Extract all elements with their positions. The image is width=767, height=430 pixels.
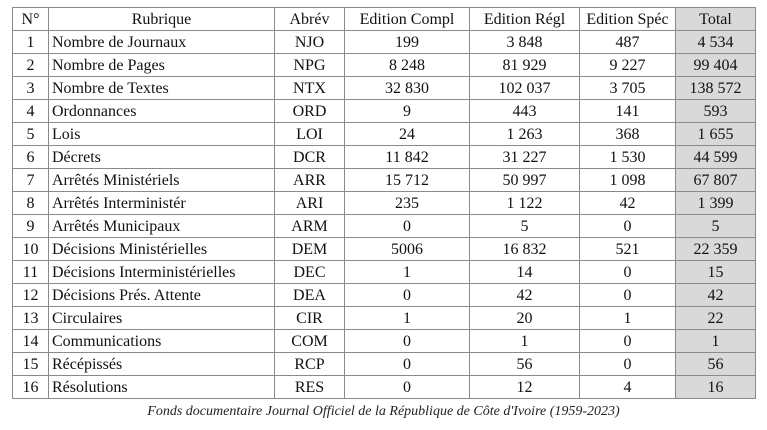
cell-edition-regl: 443	[470, 100, 580, 123]
cell-edition-regl: 102 037	[470, 77, 580, 100]
header-number: N°	[13, 8, 49, 31]
table-row	[13, 330, 756, 353]
cell-abrev: CIR	[275, 307, 345, 330]
cell-edition-compl: 0	[345, 376, 470, 399]
cell-number: 2	[13, 54, 49, 77]
cell-total: 22 359	[676, 238, 756, 261]
cell-total: 5	[676, 215, 756, 238]
cell-rubrique: Nombre de Pages	[49, 54, 275, 77]
cell-number: 5	[13, 123, 49, 146]
cell-total: 22	[676, 307, 756, 330]
cell-total: 56	[676, 353, 756, 376]
cell-abrev: LOI	[275, 123, 345, 146]
cell-total: 67 807	[676, 169, 756, 192]
cell-edition-compl: 15 712	[345, 169, 470, 192]
cell-number: 3	[13, 77, 49, 100]
cell-edition-spec: 0	[580, 215, 676, 238]
cell-edition-compl: 9	[345, 100, 470, 123]
cell-edition-compl: 0	[345, 330, 470, 353]
cell-edition-regl: 1 122	[470, 192, 580, 215]
cell-abrev: RES	[275, 376, 345, 399]
header-edition-spec: Edition Spéc	[580, 8, 676, 31]
header-rubrique: Rubrique	[49, 8, 275, 31]
cell-abrev: RCP	[275, 353, 345, 376]
cell-total: 42	[676, 284, 756, 307]
cell-abrev: ARI	[275, 192, 345, 215]
header-abrev: Abrév	[275, 8, 345, 31]
cell-edition-spec: 1 530	[580, 146, 676, 169]
cell-number: 7	[13, 169, 49, 192]
cell-edition-spec: 42	[580, 192, 676, 215]
cell-edition-regl: 1 263	[470, 123, 580, 146]
cell-abrev: ARM	[275, 215, 345, 238]
cell-total: 593	[676, 100, 756, 123]
cell-edition-spec: 521	[580, 238, 676, 261]
cell-rubrique: Décrets	[49, 146, 275, 169]
cell-total: 1 399	[676, 192, 756, 215]
cell-edition-regl: 81 929	[470, 54, 580, 77]
cell-rubrique: Circulaires	[49, 307, 275, 330]
cell-abrev: NJO	[275, 31, 345, 54]
cell-number: 12	[13, 284, 49, 307]
cell-abrev: ARR	[275, 169, 345, 192]
cell-number: 6	[13, 146, 49, 169]
cell-number: 10	[13, 238, 49, 261]
cell-edition-compl: 0	[345, 215, 470, 238]
cell-edition-regl: 14	[470, 261, 580, 284]
cell-abrev: ORD	[275, 100, 345, 123]
cell-edition-compl: 0	[345, 353, 470, 376]
cell-abrev: DEA	[275, 284, 345, 307]
table-row	[13, 146, 756, 169]
table-header-row	[13, 8, 756, 31]
cell-number: 4	[13, 100, 49, 123]
table-row	[13, 77, 756, 100]
cell-number: 8	[13, 192, 49, 215]
cell-rubrique: Arrêtés Interministér	[49, 192, 275, 215]
cell-abrev: DEC	[275, 261, 345, 284]
table-row	[13, 353, 756, 376]
cell-rubrique: Communications	[49, 330, 275, 353]
cell-number: 13	[13, 307, 49, 330]
cell-rubrique: Arrêtés Municipaux	[49, 215, 275, 238]
cell-edition-compl: 1	[345, 307, 470, 330]
cell-rubrique: Lois	[49, 123, 275, 146]
cell-rubrique: Arrêtés Ministériels	[49, 169, 275, 192]
table-row	[13, 31, 756, 54]
cell-edition-spec: 3 705	[580, 77, 676, 100]
table-row	[13, 169, 756, 192]
cell-rubrique: Récépissés	[49, 353, 275, 376]
cell-edition-spec: 9 227	[580, 54, 676, 77]
table-row	[13, 284, 756, 307]
cell-number: 1	[13, 31, 49, 54]
cell-abrev: DEM	[275, 238, 345, 261]
table-row	[13, 100, 756, 123]
cell-rubrique: Ordonnances	[49, 100, 275, 123]
cell-edition-spec: 487	[580, 31, 676, 54]
table-row	[13, 261, 756, 284]
cell-abrev: NPG	[275, 54, 345, 77]
cell-edition-spec: 1	[580, 307, 676, 330]
cell-number: 15	[13, 353, 49, 376]
cell-edition-spec: 141	[580, 100, 676, 123]
cell-edition-compl: 24	[345, 123, 470, 146]
cell-abrev: COM	[275, 330, 345, 353]
cell-edition-spec: 0	[580, 284, 676, 307]
cell-total: 1 655	[676, 123, 756, 146]
cell-edition-compl: 11 842	[345, 146, 470, 169]
cell-edition-compl: 235	[345, 192, 470, 215]
cell-edition-regl: 42	[470, 284, 580, 307]
cell-edition-compl: 8 248	[345, 54, 470, 77]
cell-abrev: DCR	[275, 146, 345, 169]
table-row	[13, 192, 756, 215]
table-row	[13, 215, 756, 238]
cell-edition-spec: 1 098	[580, 169, 676, 192]
cell-edition-spec: 4	[580, 376, 676, 399]
cell-edition-spec: 368	[580, 123, 676, 146]
cell-rubrique: Décisions Ministérielles	[49, 238, 275, 261]
cell-number: 9	[13, 215, 49, 238]
source-caption: Fonds documentaire Journal Officiel de la République de Côte d'Ivoire (1959-2023)	[147, 404, 620, 419]
cell-edition-regl: 50 997	[470, 169, 580, 192]
cell-edition-compl: 0	[345, 284, 470, 307]
table-body	[13, 31, 756, 399]
cell-edition-regl: 16 832	[470, 238, 580, 261]
cell-rubrique: Nombre de Journaux	[49, 31, 275, 54]
header-edition-regl: Edition Régl	[470, 8, 580, 31]
cell-total: 4 534	[676, 31, 756, 54]
cell-edition-regl: 3 848	[470, 31, 580, 54]
cell-edition-spec: 0	[580, 330, 676, 353]
table-row	[13, 123, 756, 146]
cell-edition-spec: 0	[580, 353, 676, 376]
cell-edition-regl: 56	[470, 353, 580, 376]
statistics-table	[12, 7, 756, 399]
cell-edition-regl: 31 227	[470, 146, 580, 169]
cell-edition-regl: 12	[470, 376, 580, 399]
cell-total: 44 599	[676, 146, 756, 169]
table-row	[13, 238, 756, 261]
cell-total: 15	[676, 261, 756, 284]
cell-edition-compl: 1	[345, 261, 470, 284]
header-total: Total	[676, 8, 756, 31]
cell-edition-regl: 5	[470, 215, 580, 238]
header-edition-compl: Edition Compl	[345, 8, 470, 31]
cell-rubrique: Décisions Prés. Attente	[49, 284, 275, 307]
cell-abrev: NTX	[275, 77, 345, 100]
cell-total: 1	[676, 330, 756, 353]
table-row	[13, 54, 756, 77]
cell-rubrique: Nombre de Textes	[49, 77, 275, 100]
cell-edition-compl: 5006	[345, 238, 470, 261]
cell-edition-compl: 199	[345, 31, 470, 54]
table-row	[13, 307, 756, 330]
table-row	[13, 376, 756, 399]
cell-rubrique: Décisions Interministérielles	[49, 261, 275, 284]
cell-total: 138 572	[676, 77, 756, 100]
cell-total: 16	[676, 376, 756, 399]
cell-edition-spec: 0	[580, 261, 676, 284]
cell-number: 11	[13, 261, 49, 284]
cell-rubrique: Résolutions	[49, 376, 275, 399]
cell-total: 99 404	[676, 54, 756, 77]
cell-number: 16	[13, 376, 49, 399]
cell-edition-compl: 32 830	[345, 77, 470, 100]
cell-edition-regl: 1	[470, 330, 580, 353]
cell-edition-regl: 20	[470, 307, 580, 330]
cell-number: 14	[13, 330, 49, 353]
